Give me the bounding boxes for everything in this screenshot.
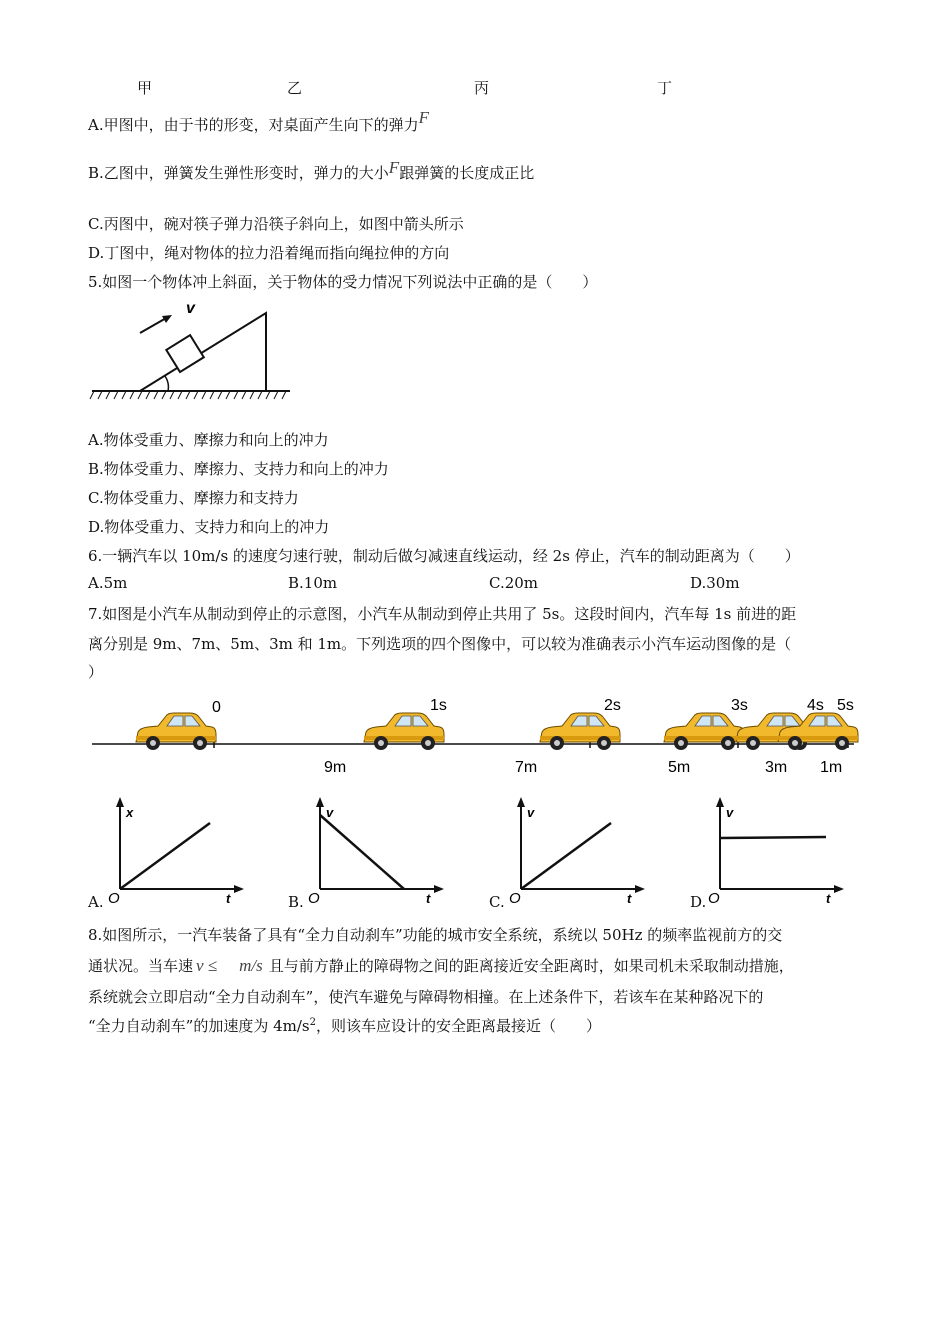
velocity-arrow	[140, 317, 168, 333]
graph-c	[507, 795, 647, 905]
distance-label-7m: 7m	[515, 759, 538, 776]
q5-option-c: C.物体受重力、摩擦力和支持力	[88, 489, 299, 507]
graph-c-line	[521, 823, 611, 889]
q7-stem-line1: 7.如图是小汽车从制动到停止的示意图，小汽车从制动到停止共用了 5s。这段时间内，汽车每 1s 前进的距	[88, 605, 797, 623]
graph-a-line	[120, 823, 210, 889]
q5-option-b: B.物体受重力、摩擦力、支持力和向上的冲力	[88, 460, 389, 478]
q7-stem-line3: ）	[88, 663, 104, 681]
graph-b-x-label: t	[426, 891, 431, 906]
q6-stem: 6.一辆汽车以 10m/s 的速度匀速行驶，制动后做匀减速直线运动，经 2s 停止，汽车的制动距离为（ ）	[88, 547, 800, 565]
q4-option-a-var: F	[418, 108, 429, 127]
angle-arc	[165, 376, 168, 391]
graph-d-line	[720, 837, 826, 838]
graph-b-origin: O	[308, 890, 320, 907]
q7-option-b: B.	[288, 893, 304, 911]
time-label-3s: 3s	[731, 697, 748, 714]
velocity-label: v	[186, 300, 195, 317]
figure-label-ding: 丁	[657, 79, 673, 97]
graph-a-origin: O	[108, 890, 120, 907]
q6-option-c: C.20m	[489, 574, 539, 592]
figure-label-jia: 甲	[137, 79, 153, 97]
graph-b-y-label: v	[326, 805, 334, 820]
q4-option-c: C.丙图中，碗对筷子弹力沿筷子斜向上，如图中箭头所示	[88, 215, 464, 233]
figure-label-yi: 乙	[287, 79, 303, 97]
graph-d	[706, 795, 846, 905]
q6-option-a: A.5m	[88, 574, 128, 592]
distance-label-3m: 3m	[765, 759, 788, 776]
time-label-1s: 1s	[430, 697, 447, 714]
time-label-5s: 5s	[837, 697, 854, 714]
graph-d-x-label: t	[826, 891, 831, 906]
q4-option-b-var: F	[388, 158, 400, 177]
q8-line4: “全力自动刹车”的加速度为 $4m/s^2$，则该车应设计的安全距离最接近（ ）	[88, 1017, 602, 1035]
graph-c-x-label: t	[627, 891, 632, 906]
figure-label-bing: 丙	[474, 79, 490, 97]
q5-option-d: D.物体受重力、支持力和向上的冲力	[88, 518, 330, 536]
q7-option-c: C.	[489, 893, 505, 911]
graph-a-y-label: x	[126, 805, 134, 820]
time-label-4s: 4s	[807, 697, 824, 714]
q8-speed-unit: m/s	[239, 956, 263, 975]
q8-line2: 通状况。当车速 v ≤ m/s 且与前方静止的障碍物之间的距离接近安全距离时，如果司机未采取制动措施，	[88, 956, 794, 975]
block	[166, 335, 203, 372]
distance-label-1m: 1m	[820, 759, 843, 776]
q4-option-d: D.丁图中，绳对物体的拉力沿着绳而指向绳拉伸的方向	[88, 244, 450, 262]
q5-option-a: A.物体受重力、摩擦力和向上的冲力	[88, 431, 329, 449]
graph-a	[106, 795, 246, 905]
q5-incline-figure	[88, 295, 298, 407]
graph-c-y-label: v	[527, 805, 535, 820]
q6-option-d: D.30m	[690, 574, 740, 592]
graph-b	[306, 795, 446, 905]
q8-exponent: 2	[309, 1017, 316, 1028]
q6-option-b: B.10m	[288, 574, 338, 592]
graph-d-origin: O	[708, 890, 720, 907]
q5-stem: 5.如图一个物体冲上斜面，关于物体的受力情况下列说法中正确的是（ ）	[88, 273, 598, 291]
q7-car-figure	[88, 688, 868, 780]
graph-a-x-label: t	[226, 891, 231, 906]
q8-line1: 8.如图所示，一汽车装备了具有“全力自动刹车”功能的城市安全系统，系统以 50Hz 的频率监视前方的交	[88, 926, 783, 944]
distance-label-9m: 9m	[324, 759, 347, 776]
graph-c-origin: O	[509, 890, 521, 907]
q7-option-a: A.	[88, 893, 104, 911]
q4-option-b: B.乙图中，弹簧发生弹性形变时，弹力的大小F跟弹簧的长度成正比	[88, 158, 535, 182]
time-label-0: 0	[212, 699, 221, 716]
graph-b-line	[320, 815, 404, 889]
q4-option-a: A.甲图中，由于书的形变，对桌面产生向下的弹力F	[88, 108, 429, 134]
q8-speed-var: v ≤	[196, 956, 218, 975]
graph-d-y-label: v	[726, 805, 734, 820]
distance-label-5m: 5m	[668, 759, 691, 776]
time-label-2s: 2s	[604, 697, 621, 714]
q7-option-d: D.	[690, 893, 707, 911]
q7-stem-line2: 离分别是 9m、7m、5m、3m 和 1m。下列选项的四个图像中，可以较为准确表示小汽车运动图像的是（	[88, 635, 792, 653]
q8-line3: 系统就会立即启动“全力自动刹车”，使汽车避免与障碍物相撞。在上述条件下，若该车在某种路况下的	[88, 988, 764, 1006]
